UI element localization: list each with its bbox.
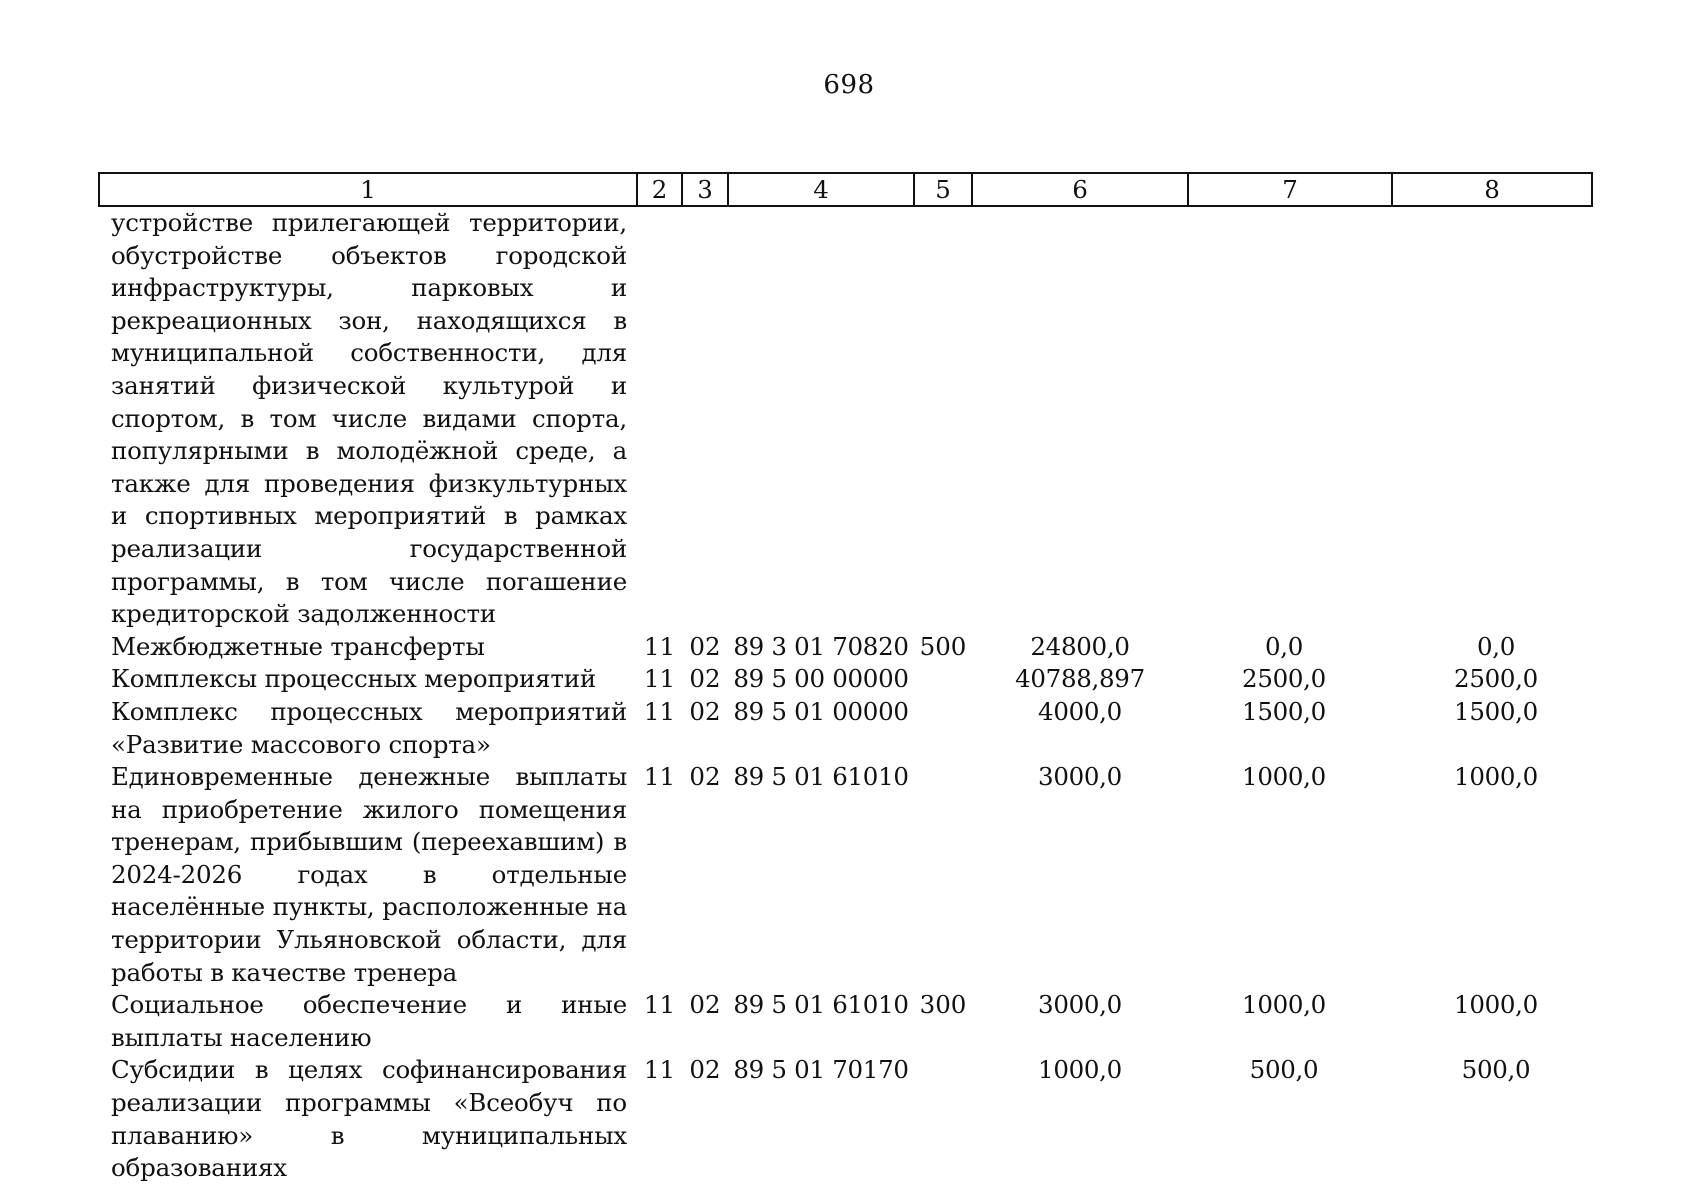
row-amount-col6: 3000,0 <box>1038 762 1122 792</box>
row-section-code: 11 <box>643 1055 676 1085</box>
row-description: Комплекс процессных мероприятий «Развитие массового спорта» <box>111 696 627 759</box>
table-row <box>99 206 1592 631</box>
row-description: Комплексы процессных мероприятий <box>111 664 596 694</box>
row-amount-col8: 0,0 <box>1476 631 1516 661</box>
row-target-article: 89 5 01 61010 <box>733 762 909 792</box>
table-row <box>99 989 1592 1054</box>
row-amount-col7: 0,0 <box>1264 631 1304 661</box>
header-row <box>99 173 1592 206</box>
row-target-article: 89 3 01 70820 <box>733 631 909 661</box>
row-section-code <box>637 206 682 631</box>
table-row <box>99 761 1592 989</box>
column-header-4: 4 <box>728 173 914 206</box>
row-amount-col7: 1000,0 <box>1242 762 1326 792</box>
row-amount-col7: 1500,0 <box>1242 696 1326 726</box>
row-description: Субсидии в целях софинансирования реализации программы «Всеобуч по плаванию» в муниципальных образованиях <box>111 1055 627 1183</box>
row-target-article: 89 5 01 61010 <box>733 990 909 1020</box>
row-amount-col8: 1500,0 <box>1454 696 1538 726</box>
row-expense-type: 300 <box>919 990 967 1020</box>
row-amount-col6: 4000,0 <box>1038 696 1122 726</box>
row-section-code: 11 <box>643 762 676 792</box>
row-amount-col6 <box>972 206 1188 631</box>
row-target-article: 89 5 01 70170 <box>733 1055 909 1085</box>
column-header-7: 7 <box>1188 173 1392 206</box>
row-expense-type <box>914 1054 972 1184</box>
page-number: 698 <box>823 70 875 100</box>
row-section-code: 11 <box>643 696 676 726</box>
row-amount-col8: 2500,0 <box>1454 664 1538 694</box>
row-subsection-code: 02 <box>689 696 721 726</box>
table-row <box>99 696 1592 761</box>
row-amount-col8: 1000,0 <box>1454 762 1538 792</box>
column-header-5: 5 <box>914 173 972 206</box>
row-target-article: 89 5 00 00000 <box>733 664 909 694</box>
column-header-1: 1 <box>99 173 637 206</box>
column-header-3: 3 <box>682 173 728 206</box>
row-amount-col6: 3000,0 <box>1038 990 1122 1020</box>
row-subsection-code: 02 <box>689 664 721 694</box>
row-amount-col8: 500,0 <box>1461 1055 1531 1085</box>
row-expense-type <box>914 696 972 761</box>
row-expense-type: 500 <box>919 631 967 661</box>
row-description: устройстве прилегающей территории, обустройстве объектов городской инфраструктуры, парковых и рекреационных зон, находящихся в муниципальной собственности, для занятий физической культурой и спортом, в том числе видами спорта, популярными в молодёжной среде, а также для проведения физкультурных и спортивных мероприятий в рамках реализации государственной программы, в том числе погашение кредиторской задолженности <box>111 208 627 629</box>
row-subsection-code: 02 <box>689 631 721 661</box>
row-amount-col7 <box>1188 206 1392 631</box>
row-section-code: 11 <box>643 631 676 661</box>
row-description: Социальное обеспечение и иные выплаты населению <box>111 990 627 1052</box>
table-row <box>99 1054 1592 1184</box>
row-subsection-code: 02 <box>689 990 721 1020</box>
column-header-6: 6 <box>972 173 1188 206</box>
row-target-article: 89 5 01 00000 <box>733 696 909 726</box>
column-header-8: 8 <box>1392 173 1592 206</box>
row-amount-col7: 1000,0 <box>1242 990 1326 1020</box>
row-amount-col6: 40788,897 <box>1015 664 1145 694</box>
row-amount-col8: 1000,0 <box>1454 990 1538 1020</box>
row-subsection-code <box>682 206 728 631</box>
budget-table <box>98 172 1593 1185</box>
table-row <box>99 663 1592 696</box>
table-row <box>99 631 1592 664</box>
row-amount-col6: 24800,0 <box>1030 631 1130 661</box>
row-expense-type <box>914 761 972 989</box>
row-amount-col7: 2500,0 <box>1242 664 1326 694</box>
row-amount-col7: 500,0 <box>1249 1055 1319 1085</box>
row-subsection-code: 02 <box>689 762 721 792</box>
row-description: Единовременные денежные выплаты на приобретение жилого помещения тренерам, прибывшим (переехавшим) в 2024-2026 годах в отдельные населённые пункты, расположенные на территории Ульяновской области, для работы в качестве тренера <box>111 762 627 987</box>
row-expense-type <box>914 206 972 631</box>
column-header-2: 2 <box>637 173 682 206</box>
row-amount-col8 <box>1392 206 1592 631</box>
row-description: Межбюджетные трансферты <box>111 631 485 661</box>
row-section-code: 11 <box>643 990 676 1020</box>
row-expense-type <box>914 663 972 696</box>
row-target-article <box>728 206 914 631</box>
row-amount-col6: 1000,0 <box>1038 1055 1122 1085</box>
row-section-code: 11 <box>643 664 676 694</box>
row-subsection-code: 02 <box>689 1055 721 1085</box>
